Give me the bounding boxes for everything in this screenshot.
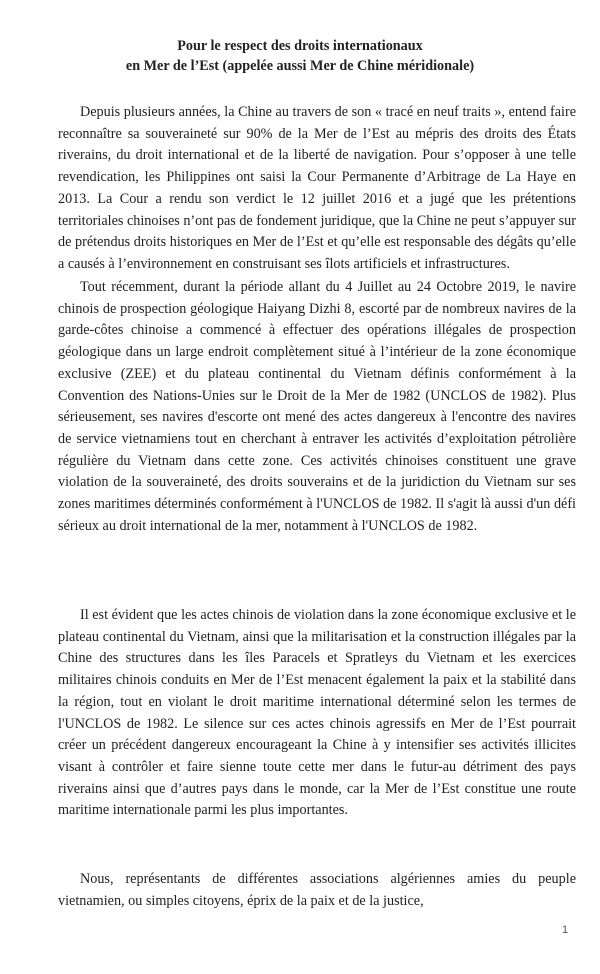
paragraph-1: Depuis plusieurs années, la Chine au travers de son « tracé en neuf traits », entend faire reconnaître sa souveraineté sur 90% de la Mer de l’Est au mépris des droits des États riverains, du droit international et de la liberté de navigation. Pour s’opposer à une telle revendication, les Philippines ont saisi la Cour Permanente d’Arbitrage de La Haye en 2013. La Cour a rendu son verdict le 12 juillet 2016 et a jugé que les prétentions territoriales chinoises n’ont pas de fondement juridique, que la Chine ne peut s’appuyer sur de prétendus droits historiques en Mer de l’Est et qu’elle est responsable des dégâts qu’elle a causés à l’environnement en construisant ses îlots artificiels et infrastructures.: [58, 104, 576, 272]
paragraph-3: Il est évident que les actes chinois de violation dans la zone économique exclusive et le plateau continental du Vietnam, ainsi que la militarisation et la construction illégales par la Chine des structures dans les îles Paracels et Spratleys du Vietnam et les exercices militaires chinois conduits en Mer de l’Est menacent également la paix et la stabilité dans la région, tout en violant le droit maritime international déterminé selon les termes de l'UNCLOS de 1982. Le silence sur ces actes chinois agressifs en Mer de l’Est pourrait créer un précédent dangereux encourageant la Chine à y intensifier ses activités illicites visant à contrôler et faire sienne toute cette mer dans le futur-au détriment des pays riverains ainsi que d’autres pays dans le monde, car la Mer de l’Est constitue une route maritime internationale parmi les plus importantes.: [58, 607, 576, 819]
page-number: 1: [562, 924, 569, 936]
paragraph-block-4: [58, 869, 576, 912]
document-title-line-2: en Mer de l’Est (appelée aussi Mer de Chine méridionale): [125, 58, 475, 74]
paragraph-block-3: [58, 605, 576, 822]
paragraph-4: Nous, représentants de différentes associations algériennes amies du peuple vietnamien, ou simples citoyens, éprix de la paix et de la justice,: [58, 871, 576, 909]
paragraph-block-2: [58, 277, 576, 537]
paragraph-2: Tout récemment, durant la période allant du 4 Juillet au 24 Octobre 2019, le navire chinois de prospection géologique Haiyang Dizhi 8, escorté par de nombreux navires de la garde-côtes chinoise a commencé à effectuer des opérations illégales de prospection géologique dans un large endroit complètement situé à l’intérieur de la zone économique exclusive (ZEE) et du plateau continental du Vietnam définis conformément à la Convention des Nations-Unies sur le Droit de la Mer de 1982 (UNCLOS de 1982). Plus sérieusement, ses navires d'escorte ont mené des actes dangereux à l'encontre des navires de service vietnamiens tout en cherchant à entraver les activités d’exploitation pétrolière régulière du Vietnam dans cette zone. Ces activités chinoises constituent une grave violation de la souveraineté, des droits souverains et de la juridiction du Vietnam sur ses zones maritimes déterminés conformément à l'UNCLOS de 1982. Il s'agit là aussi d'un défi sérieux au droit international de la mer, notamment à l'UNCLOS de 1982.: [58, 279, 576, 534]
document-title-line-1: Pour le respect des droits internationaux: [177, 38, 423, 54]
paragraph-block-1: [58, 102, 576, 276]
